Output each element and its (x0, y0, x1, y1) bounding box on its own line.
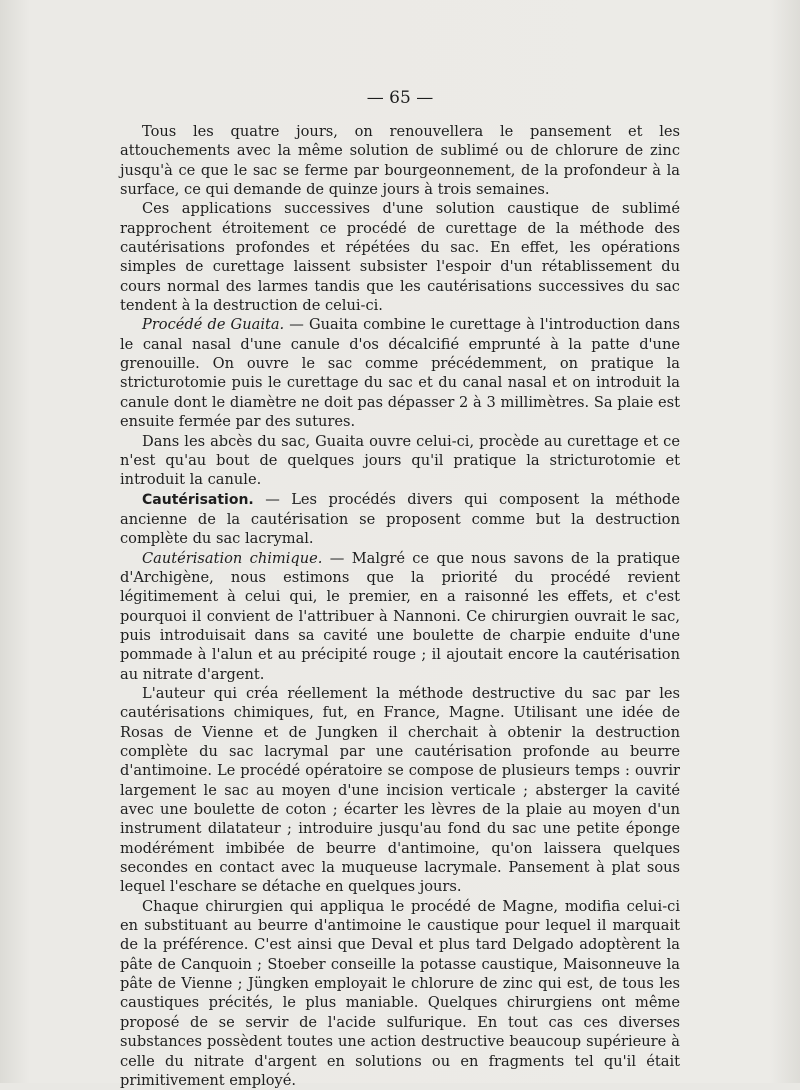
section-heading-cauterisation-chimique: Cautérisation chimique. (142, 549, 323, 567)
body-text (120, 122, 680, 1090)
paragraph-text: Tous les quatre jours, on renouvellera le pansement et les attouchements avec la même solution de sublimé ou de chlorure de zinc jusqu'à ce que le sac se ferme par bourgeonnement, de la profondeur à la surface, ce qui demande de quinze jours à trois semaines. (120, 123, 680, 199)
paragraph-text: Dans les abcès du sac, Guaita ouvre celui-ci, procède au curettage et ce n'est qu'au bout de quelques jours qu'il pratique la stricturotomie et introduit la canule. (120, 432, 680, 489)
page-number: — 65 — (366, 88, 434, 108)
paragraph (120, 897, 680, 1090)
paragraph (120, 549, 680, 684)
paragraph (120, 122, 680, 199)
paragraph (120, 490, 680, 549)
paragraph-text: — Malgré ce que nous savons de la pratique d'Archigène, nous estimons que la priorité du procédé revient légitimement à celui qui, le premier, en a raisonné les effets, et c'est pourquoi il convient de l'attribuer à Nannoni. Ce chirurgien ouvrait le sac, puis introduisait dans sa cavité une boulette de charpie enduite d'une pommade à l'alun et au précipité rouge ; il ajoutait encore la cautérisation au nitrate d'argent. (120, 549, 680, 683)
paragraph-text: — Guaita combine le curettage à l'introduction dans le canal nasal d'une canule d'os décalcifié emprunté à la patte d'une grenouille. On ouvre le sac comme précédemment, on pratique la stricturotomie puis le curettage du sac et du canal nasal et on introduit la canule dont le diamètre ne doit pas dépasser 2 à 3 millimètres. Sa plaie est ensuite fermée par des sutures. (120, 316, 680, 431)
paragraph (120, 684, 680, 897)
paragraph-text: Chaque chirurgien qui appliqua le procédé de Magne, modifia celui-ci en substituant au beurre d'antimoine le caustique pour lequel il marquait de la préférence. C'est ainsi que Deval et plus tard Delgado adoptèrent la pâte de Canquoin ; Stoeber conseille la potasse caustique, Maisonneuve la pâte de Vienne ; Jüngken employait le chlorure de zinc qui est, de tous les caustiques précités, le plus maniable. Quelques chirurgiens ont même proposé de se servir de l'acide sulfurique. En tout cas ces diverses substances possèdent toutes une action destructive beaucoup supérieure à celle du nitrate d'argent en solutions ou en fragments tel qu'il était primitivement employé. (120, 897, 680, 1089)
paragraph-text: — Les procédés divers qui composent la méthode ancienne de la cautérisation se proposent comme but la destruction complète du sac lacrymal. (120, 490, 680, 548)
section-heading-guaita: Procédé de Guaita. (142, 316, 285, 334)
paragraph (120, 315, 680, 431)
paragraph-text: L'auteur qui créa réellement la méthode destructive du sac par les cautérisations chimiques, fut, en France, Magne. Utilisant une idée de Rosas de Vienne et de Jungken il cherchait à obtenir la destruction complète du sac lacrymal par une cautérisation profonde au beurre d'antimoine. Le procédé opératoire se compose de plusieurs temps : ouvrir largement le sac au moyen d'une incision verticale ; absterger la cavité avec une boulette de coton ; écarter les lèvres de la plaie au moyen d'un instrument dilatateur ; introduire jusqu'au fond du sac une petite éponge modérément imbibée de beurre d'antimoine, qu'on laissera quelques secondes en contact avec la muqueuse lacrymale. Pansement à plat sous lequel l'eschare se détache en quelques jours. (120, 684, 680, 896)
section-heading-cauterisation: Cautérisation. (142, 491, 254, 508)
paragraph-text: Ces applications successives d'une solution caustique de sublimé rapprochent étroitement ce procédé de curettage de la méthode des cautérisations profondes et répétées du sac. En effet, les opérations simples de curettage laissent subsister l'espoir d'un rétablissement du cours normal des larmes tandis que les cautérisations successives du sac tendent à la destruction de celui-ci. (120, 200, 680, 315)
paragraph (120, 432, 680, 490)
paragraph (120, 199, 680, 315)
